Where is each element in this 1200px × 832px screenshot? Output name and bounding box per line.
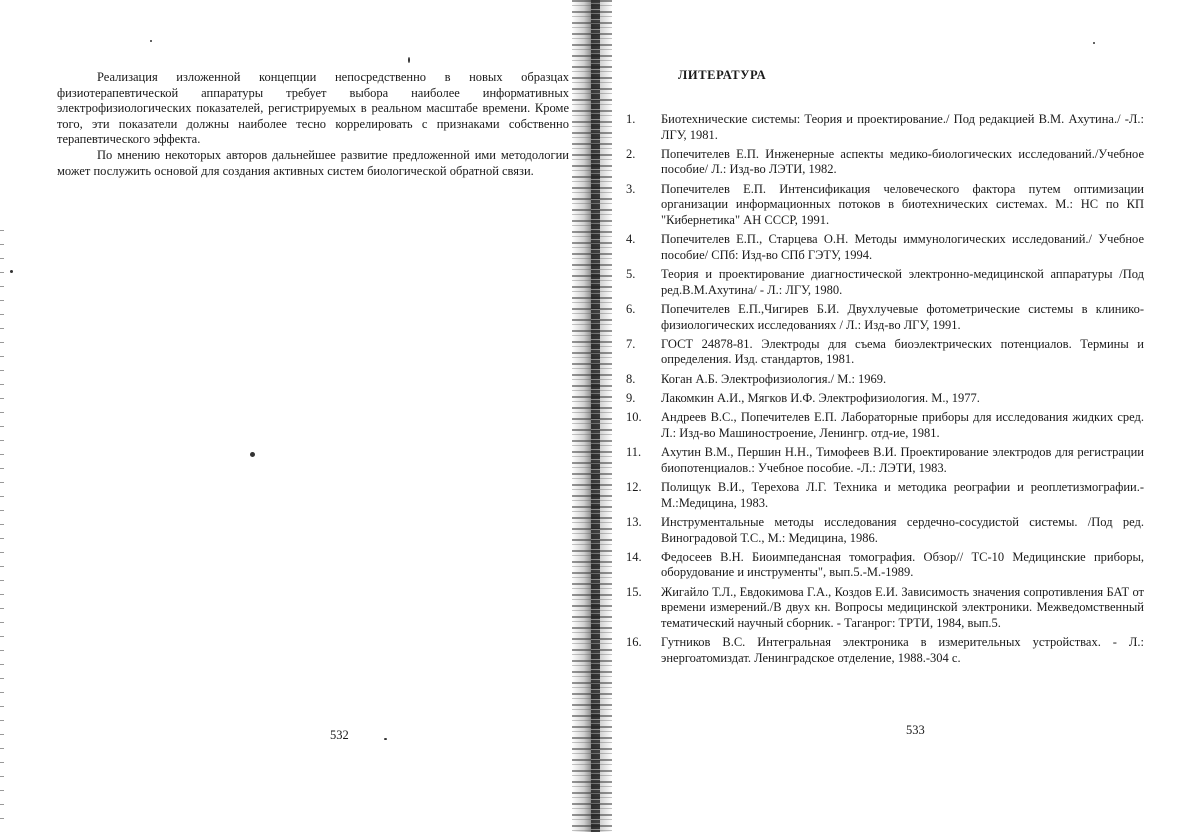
reference-item bbox=[626, 515, 1144, 546]
reference-text: Полищук В.И., Терехова Л.Г. Техника и методика реографии и реоплетизмографии.-М.:Медицина, 1983. bbox=[661, 480, 1144, 510]
reference-item bbox=[626, 550, 1144, 581]
reference-number: 1. bbox=[626, 112, 636, 126]
reference-number: 14. bbox=[626, 549, 642, 564]
reference-item bbox=[626, 480, 1144, 511]
reference-item bbox=[626, 372, 1144, 388]
section-title: ЛИТЕРАТУРА bbox=[678, 68, 767, 82]
reference-text: Попечителев Е.П., Старцева О.Н. Методы иммунологических исследований./ Учебное пособие/ СПб: Изд-во СПб ГЭТУ, 1994. bbox=[661, 232, 1144, 262]
reference-item bbox=[626, 635, 1144, 666]
paragraph: Реализация изложенной концепции непосредственно в новых образцах физиотерапевтической аппаратуры требует выбора наиболее информативных электрофизиологических показателей, регистрируемых в реальном масштабе времени. Кроме того, эти показатели должны наиболее тесно коррелировать с признаками собственно терапевтического эффекта. bbox=[57, 70, 569, 147]
paragraph: По мнению некоторых авторов дальнейшее развитие предложенной ими методологии может послужить основой для создания активных систем биологической обратной связи. bbox=[57, 147, 569, 178]
book-binding bbox=[591, 0, 600, 832]
body-text bbox=[57, 70, 569, 179]
reference-text: Федосеев В.Н. Биоимпедансная томография. Обзор// ТС-10 Медицинские приборы, оборудование и инструменты", вып.5.-М.-1989. bbox=[661, 549, 1144, 580]
reference-item bbox=[626, 232, 1144, 263]
reference-item bbox=[626, 182, 1144, 229]
reference-text: Биотехнические системы: Теория и проектирование./ Под редакцией В.М. Ахутина./ -Л.: ЛГУ, 1981. bbox=[661, 112, 1144, 142]
reference-item bbox=[626, 302, 1144, 333]
reference-text: ГОСТ 24878-81. Электроды для съема биоэлектрических потенциалов. Термины и определения. Изд. стандартов, 1981. bbox=[661, 336, 1144, 367]
reference-item bbox=[626, 445, 1144, 476]
reference-number: 7. bbox=[626, 336, 636, 351]
reference-number: 2. bbox=[626, 146, 636, 161]
reference-item bbox=[626, 391, 1144, 407]
reference-number: 8. bbox=[626, 371, 636, 386]
page-number: 532 bbox=[330, 728, 349, 742]
reference-item bbox=[626, 147, 1144, 178]
reference-text: Теория и проектирование диагностической электронно-медицинской аппаратуры /Под ред.В.М.Ахутина/ - Л.: ЛГУ, 1980. bbox=[661, 267, 1144, 297]
reference-item bbox=[626, 267, 1144, 298]
reference-number: 3. bbox=[626, 181, 636, 196]
reference-number: 16. bbox=[626, 635, 642, 650]
reference-item bbox=[626, 585, 1144, 632]
reference-list bbox=[626, 112, 1144, 670]
reference-text: Лакомкин А.И., Мягков И.Ф. Электрофизиология. М., 1977. bbox=[661, 391, 980, 405]
reference-number: 13. bbox=[626, 514, 642, 529]
reference-number: 5. bbox=[626, 267, 636, 282]
reference-item bbox=[626, 112, 1144, 143]
reference-text: Андреев В.С., Попечителев Е.П. Лабораторные приборы для исследования жидких сред. Л.: Изд-во Машиностроение, Ленингр. отд-ие, 1981. bbox=[661, 410, 1144, 440]
left-page bbox=[0, 0, 580, 832]
reference-item bbox=[626, 337, 1144, 368]
page-number: 533 bbox=[906, 723, 925, 737]
reference-text: Попечителев Е.П. Инженерные аспекты медико-биологических исследований./Учебное пособие/ Л.: Изд-во ЛЭТИ, 1982. bbox=[661, 146, 1144, 177]
reference-text: Гутников В.С. Интегральная электроника в измерительных устройствах. - Л.: энергоатомиздат. Ленинградское отделение, 1988.-304 с. bbox=[661, 635, 1144, 665]
reference-number: 6. bbox=[626, 301, 636, 316]
reference-number: 15. bbox=[626, 584, 642, 599]
reference-text: Инструментальные методы исследования сердечно-сосудистой системы. /Под ред. Виноградовой Т.С., М.: Медицина, 1986. bbox=[661, 514, 1144, 545]
reference-text: Коган А.Б. Электрофизиология./ М.: 1969. bbox=[661, 371, 887, 386]
reference-item bbox=[626, 410, 1144, 441]
reference-text: Попечителев Е.П.,Чигирев Б.И. Двухлучевые фотометрические системы в клинико-физиологических исследованиях / Л.: Изд-во ЛГУ, 1991. bbox=[661, 301, 1144, 332]
reference-number: 4. bbox=[626, 232, 636, 247]
reference-number: 10. bbox=[626, 410, 642, 425]
reference-text: Жигайло Т.Л., Евдокимова Г.А., Коздов Е.И. Зависимость значения сопротивления БАТ от времени измерений./В двух кн. Вопросы медицинской электроники. Межведомственный тематический научный сборник. - Таганрог: ТРТИ, 1984, вып.5. bbox=[661, 584, 1144, 630]
reference-text: Попечителев Е.П. Интенсификация человеческого фактора путем оптимизации организации информационных потоков в биотехнических системах. М.: НС по КП "Кибернетика" АН СССР, 1991. bbox=[661, 181, 1144, 227]
reference-text: Ахутин В.М., Першин Н.Н., Тимофеев В.И. Проектирование электродов для регистрации биопотенциалов.: Учебное пособие. -Л.: ЛЭТИ, 1983. bbox=[661, 445, 1144, 475]
reference-number: 9. bbox=[626, 391, 636, 405]
reference-number: 11. bbox=[626, 445, 642, 460]
reference-number: 12. bbox=[626, 480, 642, 495]
